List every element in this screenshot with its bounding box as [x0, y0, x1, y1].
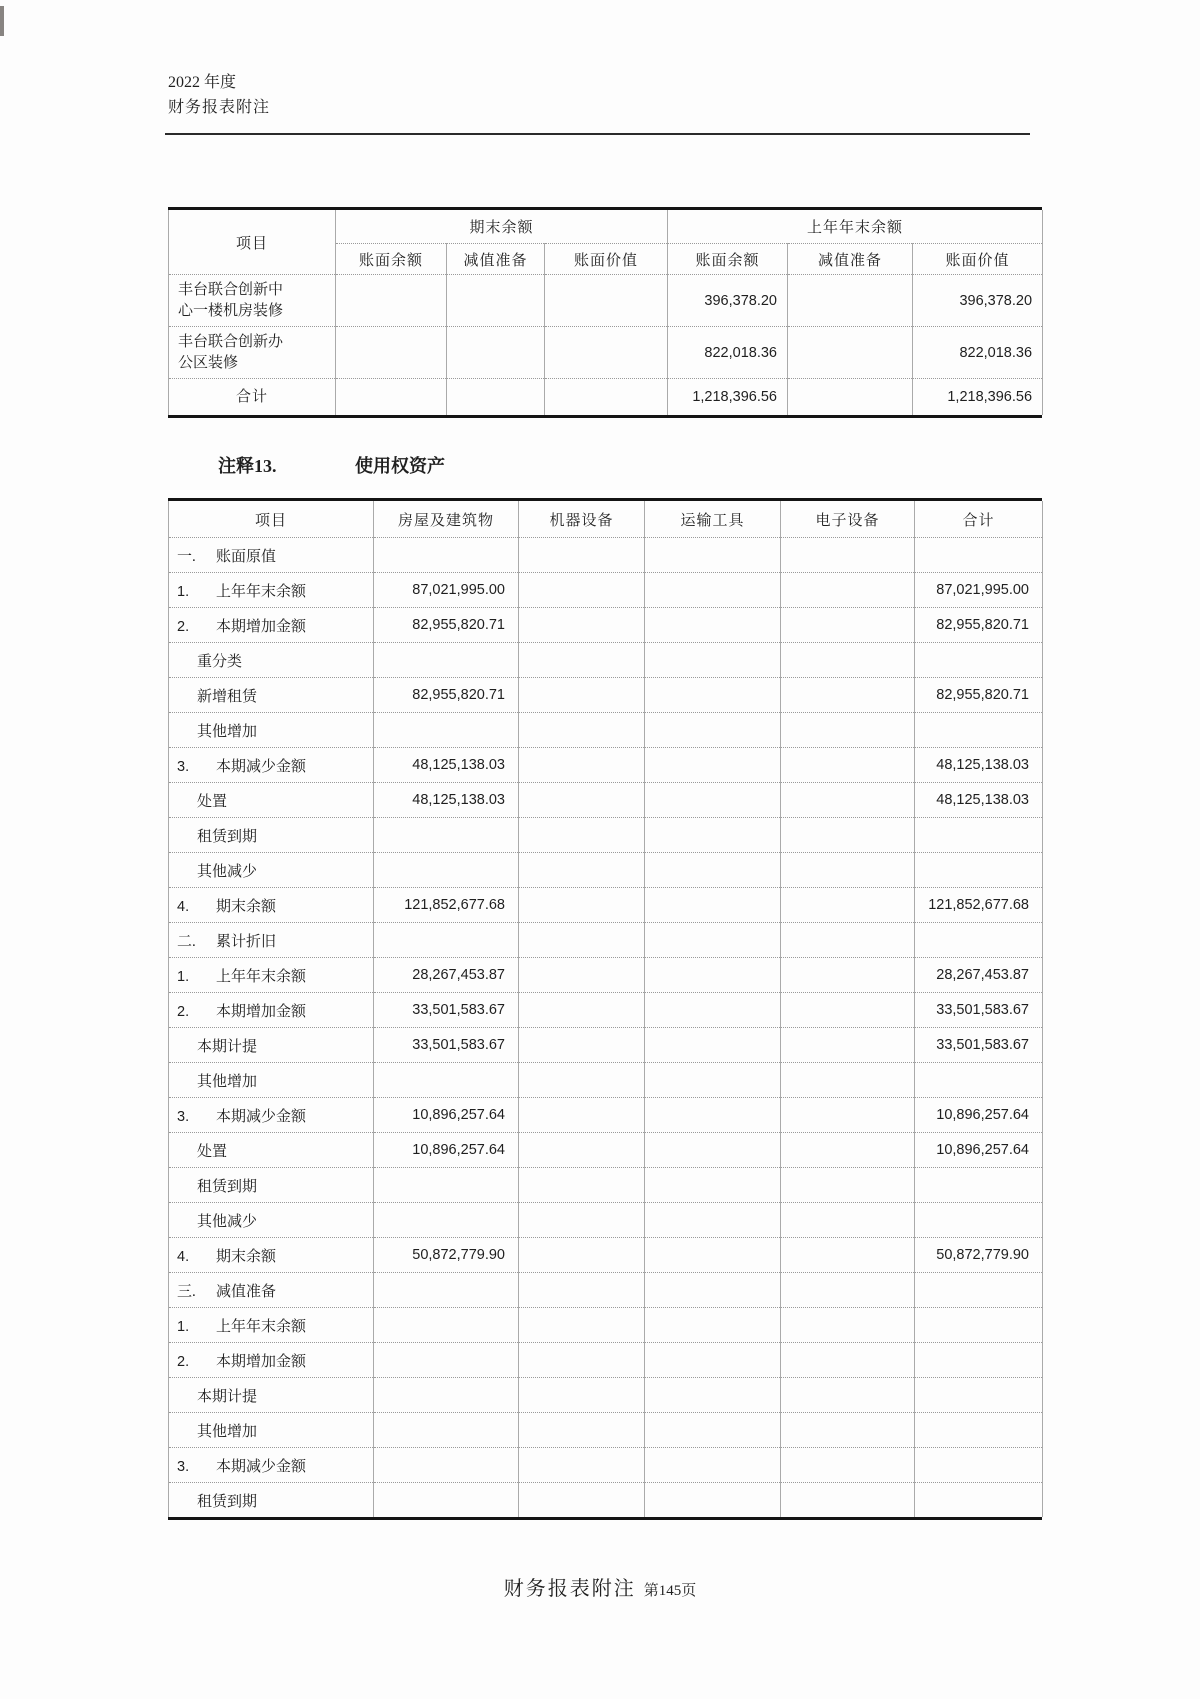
- table2-value-cell: [645, 1133, 781, 1168]
- table2-row-number: 2.: [177, 618, 190, 635]
- table2-value-cell: 48,125,138.03: [915, 783, 1043, 818]
- table2-value-cell: [915, 1203, 1043, 1238]
- table2-item-cell: [169, 888, 374, 923]
- table2-value-cell: [374, 538, 519, 573]
- t2-header-total: 合计: [915, 501, 1043, 538]
- table2-value-cell: [374, 1413, 519, 1448]
- table2-item-cell: [169, 958, 374, 993]
- table2-row-label: 租赁到期: [197, 1178, 258, 1195]
- table2-value-cell: 82,955,820.71: [915, 608, 1043, 643]
- table1-value-cell: 822,018.36: [913, 327, 1043, 379]
- table1-value-cell: 396,378.20: [668, 275, 788, 327]
- table2-item-cell: [169, 643, 374, 678]
- t2-header-machinery: 机器设备: [519, 501, 645, 538]
- table1-item-label: 丰台联合创新办公区装修: [178, 333, 284, 371]
- table1-item-cell: [169, 379, 336, 416]
- table2-value-cell: [374, 1343, 519, 1378]
- decoration-balance-table-wrap: [168, 207, 1042, 418]
- table2-row: [169, 853, 1043, 888]
- table2-row: [169, 783, 1043, 818]
- t1-header-item: 项目: [169, 210, 336, 275]
- table2-value-cell: [645, 1483, 781, 1518]
- table2-value-cell: [915, 818, 1043, 853]
- table1-value-cell: [336, 327, 447, 379]
- t1-header-prior-year-balance: 上年年末余额: [668, 210, 1043, 244]
- table2-value-cell: [781, 1063, 915, 1098]
- table2-value-cell: [374, 923, 519, 958]
- table2-value-cell: [645, 643, 781, 678]
- table2-value-cell: [915, 1378, 1043, 1413]
- table2-value-cell: [915, 853, 1043, 888]
- t1-subheader-book-value: 账面价值: [545, 244, 668, 275]
- table2-value-cell: [645, 678, 781, 713]
- table2-row-number: 3.: [177, 1458, 190, 1475]
- table2-value-cell: [781, 1343, 915, 1378]
- table2-value-cell: [645, 713, 781, 748]
- table2-value-cell: [645, 1343, 781, 1378]
- table2-value-cell: [374, 1273, 519, 1308]
- table2-row: [169, 1063, 1043, 1098]
- table1-item-label: 合计: [235, 388, 268, 405]
- table2-value-cell: [915, 643, 1043, 678]
- table2-item-cell: [169, 1168, 374, 1203]
- table2-value-cell: [645, 1168, 781, 1203]
- table2-value-cell: [781, 1168, 915, 1203]
- table2-value-cell: [781, 713, 915, 748]
- table2-value-cell: [374, 713, 519, 748]
- t1-subheader-book-value-prior: 账面价值: [913, 244, 1043, 275]
- table2-row: [169, 1238, 1043, 1273]
- table2-value-cell: [781, 1028, 915, 1063]
- table2-value-cell: [645, 1413, 781, 1448]
- t1-subheader-book-balance-prior: 账面余额: [668, 244, 788, 275]
- table1-value-cell: [447, 379, 545, 416]
- table2-row-label: 本期减少金额: [216, 1458, 307, 1475]
- t2-header-row: [169, 501, 1043, 538]
- table2-value-cell: [519, 608, 645, 643]
- header-divider: [165, 133, 1030, 135]
- table2-value-cell: 33,501,583.67: [374, 993, 519, 1028]
- table2-value-cell: [781, 608, 915, 643]
- table2-row: [169, 1378, 1043, 1413]
- table2-value-cell: [781, 783, 915, 818]
- table2-value-cell: [645, 1063, 781, 1098]
- table2-row-label: 其他减少: [197, 1213, 258, 1230]
- footer-page-number: 第145页: [643, 1583, 697, 1599]
- table2-row-number: 1.: [177, 968, 190, 985]
- table2-value-cell: [645, 993, 781, 1028]
- header-year: 2022 年度: [168, 74, 237, 91]
- decoration-balance-table: [168, 210, 1043, 415]
- table2-row-label: 其他增加: [197, 1073, 258, 1090]
- table2-value-cell: [645, 923, 781, 958]
- table2-row-label: 期末余额: [216, 898, 277, 915]
- table2-value-cell: [781, 1308, 915, 1343]
- table2-value-cell: [519, 643, 645, 678]
- table2-row: [169, 1168, 1043, 1203]
- table2-value-cell: [915, 1168, 1043, 1203]
- table1-value-cell: 1,218,396.56: [668, 379, 788, 416]
- table1-value-cell: [788, 275, 913, 327]
- table1-row: [169, 275, 1043, 327]
- table2-row-label: 上年年末余额: [216, 1318, 307, 1335]
- table2-value-cell: [781, 818, 915, 853]
- table2-row-label: 租赁到期: [197, 1493, 258, 1510]
- table2-row: [169, 1308, 1043, 1343]
- table2-value-cell: [781, 993, 915, 1028]
- note13-heading: [218, 452, 445, 478]
- table2-value-cell: 33,501,583.67: [374, 1028, 519, 1063]
- table2-value-cell: [519, 1133, 645, 1168]
- table2-value-cell: [781, 1133, 915, 1168]
- table2-row-label: 本期减少金额: [216, 758, 307, 775]
- table2-value-cell: [519, 783, 645, 818]
- table2-value-cell: [519, 1098, 645, 1133]
- table2-value-cell: [915, 1343, 1043, 1378]
- table2-value-cell: 87,021,995.00: [915, 573, 1043, 608]
- table2-item-cell: [169, 1133, 374, 1168]
- table2-value-cell: 82,955,820.71: [915, 678, 1043, 713]
- table2-value-cell: [781, 643, 915, 678]
- note13-title: 使用权资产: [355, 456, 445, 476]
- table2-value-cell: 82,955,820.71: [374, 608, 519, 643]
- table2-row: [169, 608, 1043, 643]
- table2-value-cell: [781, 1413, 915, 1448]
- table2-value-cell: [915, 1308, 1043, 1343]
- table2-value-cell: [781, 1378, 915, 1413]
- table1-value-cell: 396,378.20: [913, 275, 1043, 327]
- table2-value-cell: [645, 1028, 781, 1063]
- table2-item-cell: [169, 1343, 374, 1378]
- table2-value-cell: 50,872,779.90: [374, 1238, 519, 1273]
- t2-header-vehicles: 运输工具: [645, 501, 781, 538]
- table2-row-number: 4.: [177, 1248, 190, 1265]
- table1-item-label: 丰台联合创新中心一楼机房装修: [178, 281, 284, 319]
- table1-item-cell: [169, 275, 336, 327]
- table2-value-cell: [915, 923, 1043, 958]
- table2-value-cell: [781, 573, 915, 608]
- table2-row-label: 重分类: [197, 653, 243, 670]
- table2-row: [169, 1133, 1043, 1168]
- table2-row: [169, 958, 1043, 993]
- table2-row-number: 2.: [177, 1353, 190, 1370]
- table2-value-cell: [781, 1098, 915, 1133]
- table1-row: [169, 379, 1043, 416]
- table2-value-cell: [645, 1308, 781, 1343]
- table2-row-label: 累计折旧: [216, 933, 277, 950]
- table2-value-cell: [915, 1063, 1043, 1098]
- table2-value-cell: [915, 1273, 1043, 1308]
- table2-row-label: 本期增加金额: [216, 618, 307, 635]
- table2-row: [169, 748, 1043, 783]
- table2-value-cell: [781, 1448, 915, 1483]
- table2-value-cell: 121,852,677.68: [915, 888, 1043, 923]
- table2-row-label: 新增租赁: [197, 688, 258, 705]
- t1-subheader-book-balance: 账面余额: [336, 244, 447, 275]
- table2-value-cell: [645, 748, 781, 783]
- table2-value-cell: [374, 1378, 519, 1413]
- table2-row-number: 2.: [177, 1003, 190, 1020]
- table2-item-cell: [169, 1448, 374, 1483]
- table1-value-cell: [447, 327, 545, 379]
- table2-item-cell: [169, 853, 374, 888]
- table2-item-cell: [169, 1273, 374, 1308]
- table2-value-cell: [519, 1168, 645, 1203]
- table2-row: [169, 1483, 1043, 1518]
- table2-value-cell: [781, 748, 915, 783]
- table2-row-label: 租赁到期: [197, 828, 258, 845]
- table2-row: [169, 1413, 1043, 1448]
- table2-value-cell: [519, 538, 645, 573]
- table2-value-cell: 33,501,583.67: [915, 1028, 1043, 1063]
- table2-item-cell: [169, 818, 374, 853]
- table2-row-number: 1.: [177, 583, 190, 600]
- table2-item-cell: [169, 1098, 374, 1133]
- table2-value-cell: [519, 1028, 645, 1063]
- t2-header-buildings: 房屋及建筑物: [374, 501, 519, 538]
- table2-value-cell: [645, 783, 781, 818]
- page-footer: [0, 1572, 1200, 1601]
- table2-value-cell: [781, 678, 915, 713]
- t1-subheader-impairment: 减值准备: [447, 244, 545, 275]
- table2-value-cell: [374, 818, 519, 853]
- table2-row-number: 三.: [177, 1283, 196, 1300]
- table2-value-cell: [645, 573, 781, 608]
- table2-value-cell: [374, 1448, 519, 1483]
- table2-item-cell: [169, 1203, 374, 1238]
- table2-row: [169, 573, 1043, 608]
- table1-row: [169, 327, 1043, 379]
- table1-item-cell: [169, 327, 336, 379]
- table2-value-cell: [374, 1063, 519, 1098]
- table2-value-cell: [519, 888, 645, 923]
- table2-row-label: 上年年末余额: [216, 968, 307, 985]
- table2-value-cell: 10,896,257.64: [915, 1133, 1043, 1168]
- table2-row-number: 3.: [177, 1108, 190, 1125]
- table2-row-label: 本期计提: [197, 1388, 258, 1405]
- table2-row-label: 处置: [197, 793, 228, 810]
- table2-row: [169, 1203, 1043, 1238]
- table2-value-cell: [781, 538, 915, 573]
- table2-row: [169, 1273, 1043, 1308]
- table1-value-cell: [545, 275, 668, 327]
- table2-row-label: 其他增加: [197, 723, 258, 740]
- table2-value-cell: [519, 853, 645, 888]
- table2-item-cell: [169, 1308, 374, 1343]
- table2-value-cell: [519, 1308, 645, 1343]
- table2-value-cell: [645, 1203, 781, 1238]
- table2-value-cell: [519, 993, 645, 1028]
- table2-item-cell: [169, 1063, 374, 1098]
- t1-header-group-row: [169, 210, 1043, 244]
- table2-item-cell: [169, 993, 374, 1028]
- table2-value-cell: [781, 958, 915, 993]
- table1-value-cell: [447, 275, 545, 327]
- table2-value-cell: 48,125,138.03: [915, 748, 1043, 783]
- table1-value-cell: [336, 379, 447, 416]
- table2-value-cell: [519, 1203, 645, 1238]
- table2-value-cell: 10,896,257.64: [374, 1133, 519, 1168]
- table2-row-label: 其他增加: [197, 1423, 258, 1440]
- table2-value-cell: 28,267,453.87: [374, 958, 519, 993]
- table2-value-cell: [915, 538, 1043, 573]
- table2-value-cell: [374, 1308, 519, 1343]
- table2-row: [169, 993, 1043, 1028]
- t2-header-item: 项目: [169, 501, 374, 538]
- table2-value-cell: [781, 1483, 915, 1518]
- table1-value-cell: 822,018.36: [668, 327, 788, 379]
- table2-value-cell: 48,125,138.03: [374, 748, 519, 783]
- table2-value-cell: [645, 888, 781, 923]
- table2-row-label: 其他减少: [197, 863, 258, 880]
- table2-row: [169, 1098, 1043, 1133]
- table2-row-number: 1.: [177, 1318, 190, 1335]
- table2-row-number: 3.: [177, 758, 190, 775]
- table2-value-cell: [645, 958, 781, 993]
- table2-item-cell: [169, 1483, 374, 1518]
- table1-value-cell: [788, 327, 913, 379]
- table2-row-label: 本期计提: [197, 1038, 258, 1055]
- table2-row: [169, 818, 1043, 853]
- table2-item-cell: [169, 1238, 374, 1273]
- table2-value-cell: 50,872,779.90: [915, 1238, 1043, 1273]
- table2-row-label: 处置: [197, 1143, 228, 1160]
- table1-value-cell: 1,218,396.56: [913, 379, 1043, 416]
- table2-value-cell: [915, 713, 1043, 748]
- right-of-use-assets-table: [168, 501, 1043, 1517]
- table2-item-cell: [169, 783, 374, 818]
- table2-value-cell: [519, 1483, 645, 1518]
- table2-value-cell: [374, 1483, 519, 1518]
- table1-value-cell: [788, 379, 913, 416]
- table2-item-cell: [169, 1028, 374, 1063]
- table2-value-cell: [781, 1273, 915, 1308]
- table2-value-cell: [915, 1413, 1043, 1448]
- table2-value-cell: [519, 923, 645, 958]
- table2-row: [169, 643, 1043, 678]
- table2-value-cell: [519, 1448, 645, 1483]
- table2-value-cell: [645, 818, 781, 853]
- table2-row: [169, 678, 1043, 713]
- note13-number: 注释13.: [218, 456, 277, 476]
- table1-value-cell: [545, 327, 668, 379]
- table2-row-label: 期末余额: [216, 1248, 277, 1265]
- table2-value-cell: [645, 853, 781, 888]
- table2-row: [169, 1448, 1043, 1483]
- footer-title: 财务报表附注: [503, 1578, 636, 1600]
- table2-item-cell: [169, 573, 374, 608]
- table2-value-cell: [645, 1273, 781, 1308]
- table2-row-number: 4.: [177, 898, 190, 915]
- table2-value-cell: 121,852,677.68: [374, 888, 519, 923]
- t2-header-electronics: 电子设备: [781, 501, 915, 538]
- scan-artifact: [0, 6, 4, 36]
- table2-row-label: 本期增加金额: [216, 1353, 307, 1370]
- t1-subheader-impairment-prior: 减值准备: [788, 244, 913, 275]
- table2-value-cell: 28,267,453.87: [915, 958, 1043, 993]
- table2-row-label: 本期减少金额: [216, 1108, 307, 1125]
- table2-row: [169, 888, 1043, 923]
- table2-value-cell: [374, 853, 519, 888]
- table2-value-cell: 48,125,138.03: [374, 783, 519, 818]
- table1-value-cell: [336, 275, 447, 327]
- table2-value-cell: [781, 1203, 915, 1238]
- table2-row-number: 二.: [177, 933, 196, 950]
- table2-row: [169, 713, 1043, 748]
- table2-value-cell: [645, 1238, 781, 1273]
- table2-row-label: 本期增加金额: [216, 1003, 307, 1020]
- table2-item-cell: [169, 1413, 374, 1448]
- table2-item-cell: [169, 713, 374, 748]
- table2-value-cell: [519, 748, 645, 783]
- table2-value-cell: 10,896,257.64: [374, 1098, 519, 1133]
- table2-value-cell: [519, 1063, 645, 1098]
- document-header: [168, 70, 270, 120]
- table2-value-cell: [519, 713, 645, 748]
- table2-value-cell: [781, 853, 915, 888]
- table2-row: [169, 923, 1043, 958]
- table2-value-cell: [519, 1343, 645, 1378]
- table2-value-cell: [519, 958, 645, 993]
- table2-value-cell: [645, 1448, 781, 1483]
- table2-value-cell: [374, 1203, 519, 1238]
- t1-header-ending-balance: 期末余额: [336, 210, 668, 244]
- table2-row: [169, 538, 1043, 573]
- right-of-use-assets-table-wrap: [168, 498, 1042, 1520]
- table2-value-cell: 82,955,820.71: [374, 678, 519, 713]
- table2-item-cell: [169, 678, 374, 713]
- table2-value-cell: [519, 1413, 645, 1448]
- table2-value-cell: [519, 1273, 645, 1308]
- table2-value-cell: [645, 538, 781, 573]
- header-subtitle: 财务报表附注: [168, 99, 271, 116]
- table2-value-cell: [645, 608, 781, 643]
- table2-value-cell: [519, 1238, 645, 1273]
- table2-item-cell: [169, 1378, 374, 1413]
- table2-item-cell: [169, 608, 374, 643]
- table2-value-cell: 10,896,257.64: [915, 1098, 1043, 1133]
- table2-row: [169, 1343, 1043, 1378]
- table2-value-cell: [519, 818, 645, 853]
- table2-value-cell: [781, 1238, 915, 1273]
- table1-value-cell: [545, 379, 668, 416]
- table2-value-cell: [915, 1448, 1043, 1483]
- table2-row: [169, 1028, 1043, 1063]
- table2-value-cell: 33,501,583.67: [915, 993, 1043, 1028]
- table2-row-label: 账面原值: [216, 548, 277, 565]
- table2-value-cell: [519, 573, 645, 608]
- table2-value-cell: 87,021,995.00: [374, 573, 519, 608]
- table2-value-cell: [781, 923, 915, 958]
- table2-row-number: 一.: [177, 548, 196, 565]
- table2-value-cell: [374, 643, 519, 678]
- table2-value-cell: [781, 888, 915, 923]
- table2-value-cell: [519, 678, 645, 713]
- table2-value-cell: [645, 1098, 781, 1133]
- table2-value-cell: [374, 1168, 519, 1203]
- table2-value-cell: [915, 1483, 1043, 1518]
- table2-row-label: 减值准备: [216, 1283, 277, 1300]
- table2-value-cell: [645, 1378, 781, 1413]
- table2-row-label: 上年年末余额: [216, 583, 307, 600]
- table2-item-cell: [169, 748, 374, 783]
- table2-value-cell: [519, 1378, 645, 1413]
- table2-item-cell: [169, 538, 374, 573]
- table2-item-cell: [169, 923, 374, 958]
